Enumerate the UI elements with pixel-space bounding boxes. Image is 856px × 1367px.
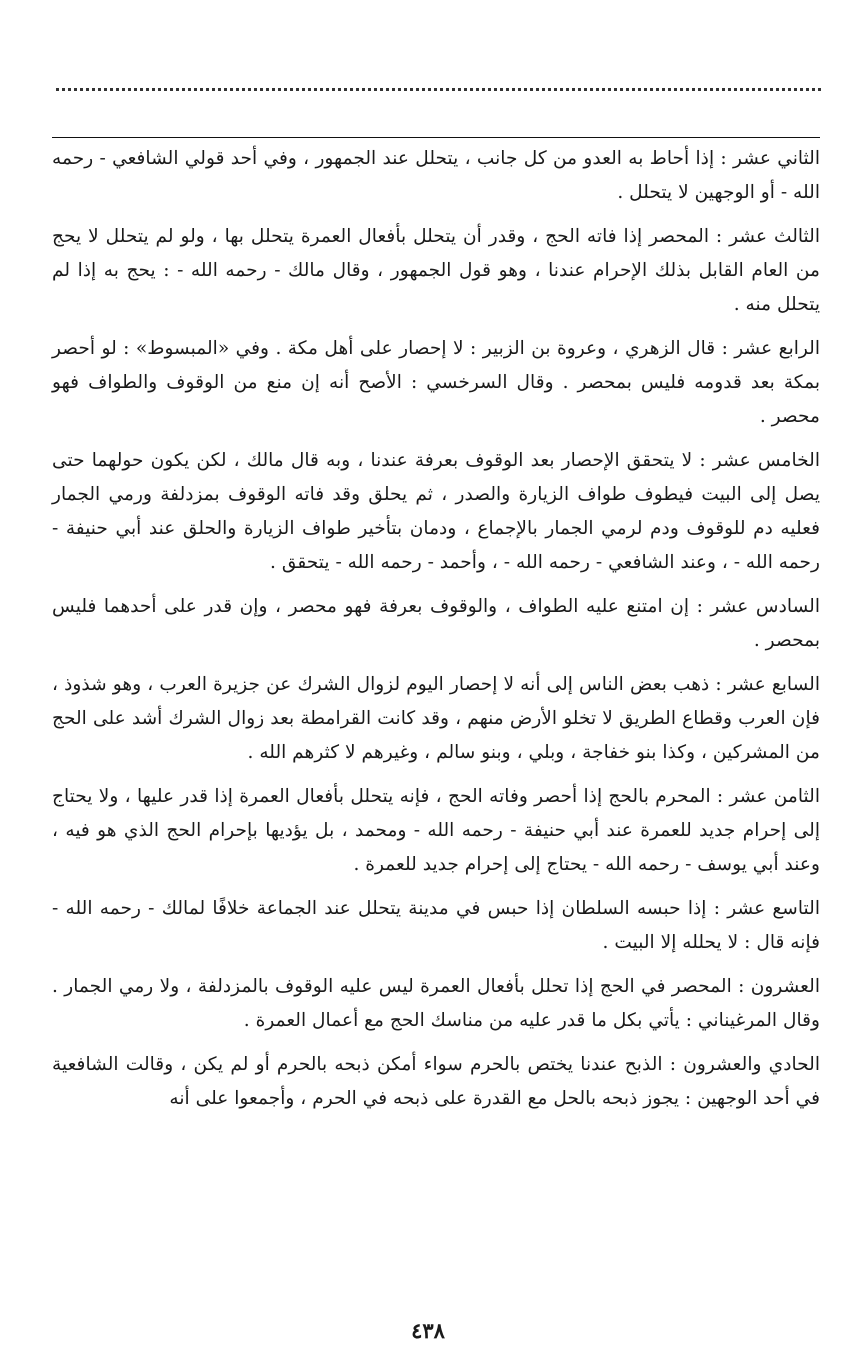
paragraph-16: السادس عشر : إن امتنع عليه الطواف ، والوقوف بعرفة فهو محصر ، وإن قدر على أحدهما فليس بمحصر . bbox=[52, 596, 820, 651]
paragraph-20: العشرون : المحصر في الحج إذا تحلل بأفعال العمرة ليس عليه الوقوف بالمزدلفة ، ولا رمي الجمار . وقال المرغيناني : يأتي بكل ما قدر عليه من مناسك الحج مع أعمال العمرة . bbox=[52, 976, 820, 1031]
paragraph-15: الخامس عشر : لا يتحقق الإحصار بعد الوقوف بعرفة عندنا ، وبه قال مالك ، لكن يكون حولهما حتى يصل إلى البيت فيطوف طواف الزيارة والصدر ، ثم يحلق وقد فاته الوقوف بمزدلفة ورمي الجمار فعليه دم للوقوف ودم لرمي الجمار بالإجماع ، ودمان بتأخير طواف الزيارة والحلق عند أبي حنيفة - رحمه الله - ، وعند الشافعي - رحمه الله - ، وأحمد - رحمه الله - يتحقق . bbox=[52, 450, 820, 573]
header-rule bbox=[52, 137, 820, 138]
paragraph-18: الثامن عشر : المحرم بالحج إذا أحصر وفاته الحج ، فإنه يتحلل بأفعال العمرة إذا قدر عليها ، ولا يحتاج إلى إحرام جديد للعمرة عند أبي حنيفة - رحمه الله - ومحمد ، بل يؤديها بإحرام الحج الذي هو فيه ، وعند أبي يوسف - رحمه الله - يحتاج إلى إحرام جديد للعمرة . bbox=[52, 786, 820, 875]
paragraph-14: الرابع عشر : قال الزهري ، وعروة بن الزبير : لا إحصار على أهل مكة . وفي «المبسوط» : لو أحصر بمكة بعد قدومه فليس بمحصر . وقال السرخسي : الأصح أنه إن منع من الوقوف والطواف فهو محصر . bbox=[52, 338, 820, 427]
dotted-separator bbox=[56, 88, 821, 91]
page-number: ٤٣٨ bbox=[411, 1318, 445, 1343]
paragraph-19: التاسع عشر : إذا حبسه السلطان إذا حبس في مدينة يتحلل عند الجماعة خلافًا لمالك - رحمه الله - فإنه قال : لا يحلله إلا البيت . bbox=[52, 898, 820, 953]
page-body bbox=[52, 142, 820, 1126]
paragraph-17: السابع عشر : ذهب بعض الناس إلى أنه لا إحصار اليوم لزوال الشرك عن جزيرة العرب ، وهو شذوذ ، فإن العرب وقطاع الطريق لا تخلو الأرض منهم ، وقد كانت القرامطة بعد زوال الشرك أشد على الحج من المشركين ، وكذا بنو خفاجة ، وبلي ، وبنو سالم ، وغيرهم لا كثرهم الله . bbox=[52, 674, 820, 763]
paragraph-13: الثالث عشر : المحصر إذا فاته الحج ، وقدر أن يتحلل بأفعال العمرة يتحلل بها ، ولو لم يتحلل لا يحج من العام القابل بذلك الإحرام عندنا ، وهو قول الجمهور ، وقال مالك - رحمه الله - : يحج به إذا لم يتحلل منه . bbox=[52, 226, 820, 315]
paragraph-21: الحادي والعشرون : الذبح عندنا يختص بالحرم سواء أمكن ذبحه بالحرم أو لم يكن ، وقالت الشافعية في أحد الوجهين : يجوز ذبحه بالحل مع القدرة على ذبحه في الحرم ، وأجمعوا على أنه bbox=[52, 1054, 820, 1109]
paragraph-12: الثاني عشر : إذا أحاط به العدو من كل جانب ، يتحلل عند الجمهور ، وفي أحد قولي الشافعي - رحمه الله - أو الوجهين لا يتحلل . bbox=[52, 148, 820, 203]
